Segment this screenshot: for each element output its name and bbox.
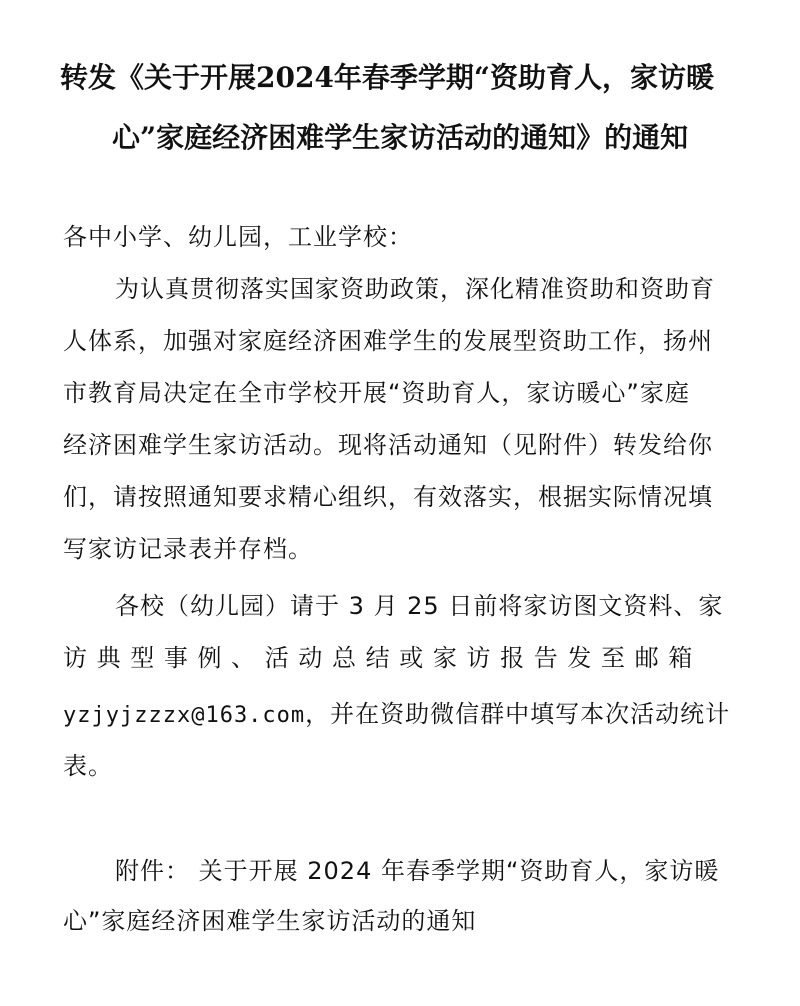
document-title-line-1: 转发《关于开展2024年春季学期“资助育人，家访暖 xyxy=(60,61,715,94)
paragraph-1-line-3: 市教育局决定在全市学校开展“资助育人，家访暖心”家庭 xyxy=(63,379,690,407)
paragraph-1-line-4: 经济困难学生家访活动。现将活动通知（见附件）转发给你 xyxy=(63,431,713,459)
paragraph-2-line-3-text: ，并在资助微信群中填写本次活动统计 xyxy=(305,700,731,728)
attachment-line-1: 附件： 关于开展 2024 年春季学期“资助育人，家访暖 xyxy=(115,857,720,885)
contact-email[interactable]: yzjyjzzzx@163.com xyxy=(63,703,306,728)
paragraph-2-line-3 xyxy=(63,688,730,742)
paragraph-2-line-4: 表。 xyxy=(63,752,113,780)
paragraph-1-line-2: 人体系，加强对家庭经济困难学生的发展型资助工作，扬州 xyxy=(63,327,713,355)
paragraph-2-line-1: 各校（幼儿园）请于 3 月 25 日前将家访图文资料、家 xyxy=(115,592,724,620)
paragraph-1-line-5: 们，请按照通知要求精心组织，有效落实，根据实际情况填 xyxy=(63,483,713,511)
document-title-line-2: 心”家庭经济困难学生家访活动的通知》的通知 xyxy=(112,121,689,154)
paragraph-1-line-6: 写家访记录表并存档。 xyxy=(63,535,313,563)
paragraph-2-line-2: 访 典 型 事 例 、 活 动 总 结 或 家 访 报 告 发 至 邮 箱 xyxy=(63,644,694,672)
attachment-line-2: 心”家庭经济困难学生家访活动的通知 xyxy=(63,907,477,935)
salutation: 各中小学、幼儿园，工业学校： xyxy=(63,223,413,251)
paragraph-1-line-1: 为认真贯彻落实国家资助政策，深化精准资助和资助育 xyxy=(115,275,715,303)
